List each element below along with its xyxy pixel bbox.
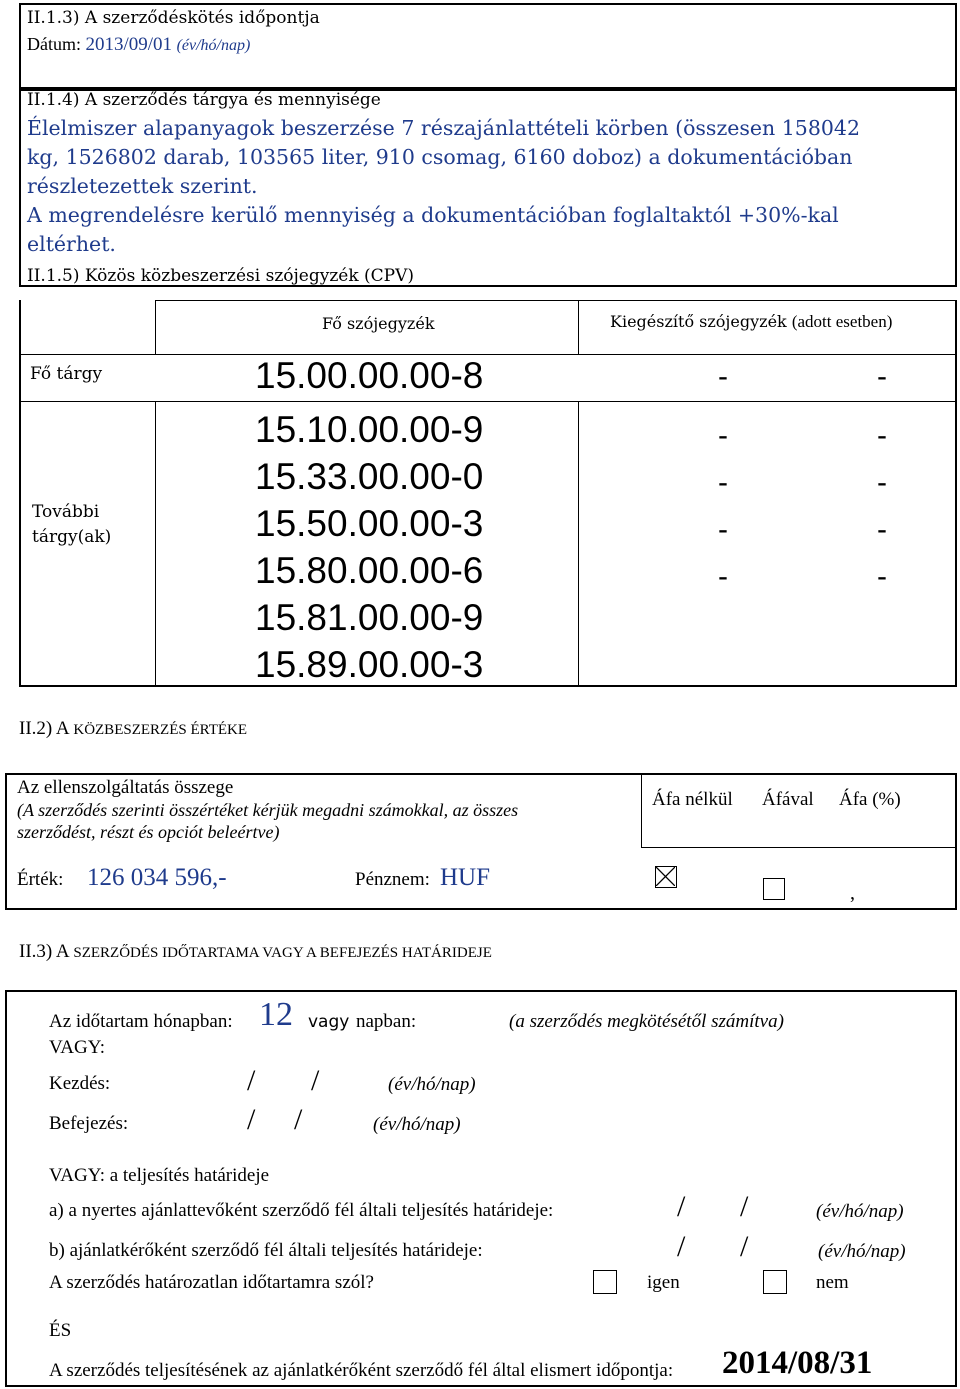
duration-section-title [19, 941, 492, 963]
deadline-b-slash-2: / [740, 1230, 749, 1263]
cpv-code: 15.81.00.00-9 [255, 597, 484, 638]
and-label: ÉS [49, 1320, 72, 1341]
cpv-code: 15.80.00.00-6 [255, 550, 484, 591]
indefinite-question: A szerződés határozatlan időtartamra szól? [49, 1272, 374, 1293]
supp-dash: - [718, 466, 728, 499]
duration-value: 12 [259, 996, 293, 1033]
deadline-a-label: a) a nyertes ajánlattevőként szerződő fél általi teljesítés határideje: [49, 1200, 554, 1221]
cpv-other-label-2: tárgy(ak) [32, 527, 112, 547]
supp-dash: - [718, 419, 728, 452]
deadline-a-slash-1: / [677, 1190, 686, 1223]
vat-percent-comma: , [850, 882, 855, 904]
subject-line-2: kg, 1526802 darab, 103565 liter, 910 csomag, 6160 doboz) a dokumentációban [27, 145, 853, 169]
supp-dash: - [877, 419, 887, 452]
cpv-code: 15.33.00.00-0 [255, 456, 484, 497]
end-date-format: (év/hó/nap) [373, 1114, 461, 1135]
cpv-other-label-1: További [32, 502, 100, 522]
value-note-2: szerződést, részt és opciót beleértve) [17, 822, 280, 842]
cpv-code: 15.50.00.00-3 [255, 503, 484, 544]
end-slash-1: / [247, 1103, 256, 1136]
indefinite-no-checkbox[interactable] [763, 1270, 787, 1294]
currency-label: Pénznem: [355, 869, 430, 890]
duration-title-rest: SZERZŐDÉS IDŐTARTAMA VAGY A BEFEJEZÉS HATÁRIDEJE [73, 945, 492, 961]
subject-line-5: eltérhet. [27, 232, 116, 256]
cpv-code: 15.89.00.00-3 [255, 644, 484, 685]
start-slash-1: / [247, 1064, 256, 1097]
start-slash-2: / [311, 1064, 320, 1097]
deadline-b-format: (év/hó/nap) [818, 1241, 906, 1262]
start-date-format: (év/hó/nap) [388, 1074, 476, 1095]
cpv-main-label: Fő tárgy [30, 364, 103, 384]
contract-date-title: II.1.3) A szerződéskötés időpontja [27, 8, 320, 28]
cpv-col-main: Fő szójegyzék [322, 314, 435, 333]
supp-dash: - [718, 560, 728, 593]
cpv-other-supp-col-1 [718, 412, 728, 600]
deadline-b-slash-1: / [677, 1230, 686, 1263]
contract-date-row [27, 34, 250, 56]
acknowledged-label: A szerződés teljesítésének az ajánlatkérőként szerződő fél által elismert időpontja: [49, 1360, 674, 1381]
vat-net-checkbox[interactable] [655, 866, 677, 888]
subject-line-3: részletezettek szerint. [27, 174, 258, 198]
vat-gross-checkbox[interactable] [763, 878, 785, 900]
from-contract-note: (a szerződés megkötésétől számítva) [509, 1011, 784, 1032]
end-slash-2: / [294, 1103, 303, 1136]
cpv-other-supp-col-2 [877, 412, 887, 600]
cpv-main-supp-1: - [718, 360, 728, 393]
cpv-main-code: 15.00.00.00-8 [255, 355, 484, 396]
date-format: (év/hó/nap) [176, 37, 251, 54]
cpv-other-codes [255, 406, 483, 688]
duration-title-prefix: II.3) A [19, 941, 69, 962]
col-net: Áfa nélkül [652, 789, 733, 810]
subject-text [27, 114, 860, 259]
vagy-1: VAGY: [49, 1037, 105, 1058]
cpv-col-supp: Kiegészítő szójegyzék [610, 312, 787, 331]
cpv-table [19, 300, 957, 687]
supp-dash: - [877, 560, 887, 593]
subject-line-1: Élelmiszer alapanyagok beszerzése 7 részajánlattételi körben (összesen 158042 [27, 116, 861, 140]
acknowledged-date: 2014/08/31 [722, 1345, 873, 1381]
cpv-code: 15.10.00.00-9 [255, 409, 484, 450]
duration-label: Az időtartam hónapban: [49, 1011, 233, 1032]
value-title-prefix: II.2) A [19, 718, 69, 739]
deadline-b-label: b) ajánlatkérőként szerződő fél általi teljesítés határideje: [49, 1240, 483, 1261]
supp-dash: - [877, 466, 887, 499]
value-label: Érték: [17, 869, 64, 890]
indefinite-no-label: nem [816, 1272, 849, 1293]
supp-dash: - [877, 513, 887, 546]
vagy-2: VAGY: a teljesítés határideje [49, 1165, 270, 1186]
value-heading: Az ellenszolgáltatás összege [17, 777, 234, 798]
subject-line-4: A megrendelésre kerülő mennyiség a dokumentációban foglaltaktól +30%-kal [27, 203, 839, 227]
date-label: Dátum: [27, 34, 81, 54]
duration-box [5, 990, 957, 1387]
value-section-title [19, 718, 247, 740]
value-note [17, 799, 518, 843]
value-amount: 126 034 596,- [87, 864, 227, 891]
value-note-1: (A szerződés szerinti összértéket kérjük megadni számokkal, az összes [17, 800, 519, 820]
cpv-main-supp-2: - [877, 360, 887, 393]
value-title-rest: KÖZBESZERZÉS ÉRTÉKE [73, 722, 248, 738]
indefinite-yes-label: igen [647, 1272, 680, 1293]
date-value: 2013/09/01 [85, 34, 173, 55]
days-label: napban: [356, 1011, 417, 1032]
deadline-a-slash-2: / [740, 1190, 749, 1223]
cpv-other-label [32, 500, 111, 550]
start-label: Kezdés: [49, 1073, 111, 1094]
cpv-title: II.1.5) Közös közbeszerzési szójegyzék (CPV) [27, 266, 415, 286]
subject-title: II.1.4) A szerződés tárgya és mennyisége [27, 90, 381, 110]
col-vat: Áfa (%) [839, 789, 901, 810]
currency-value: HUF [440, 864, 491, 891]
cpv-col-supp-header [610, 312, 892, 332]
cpv-col-supp-note: (adott esetben) [791, 312, 893, 331]
col-gross: Áfával [762, 789, 814, 810]
end-label: Befejezés: [49, 1113, 129, 1134]
cpv-table-top [155, 300, 957, 301]
check-x-icon [656, 867, 675, 886]
deadline-a-format: (év/hó/nap) [816, 1201, 904, 1222]
duration-or: vagy [308, 1012, 350, 1032]
supp-dash: - [718, 513, 728, 546]
indefinite-yes-checkbox[interactable] [593, 1270, 617, 1294]
